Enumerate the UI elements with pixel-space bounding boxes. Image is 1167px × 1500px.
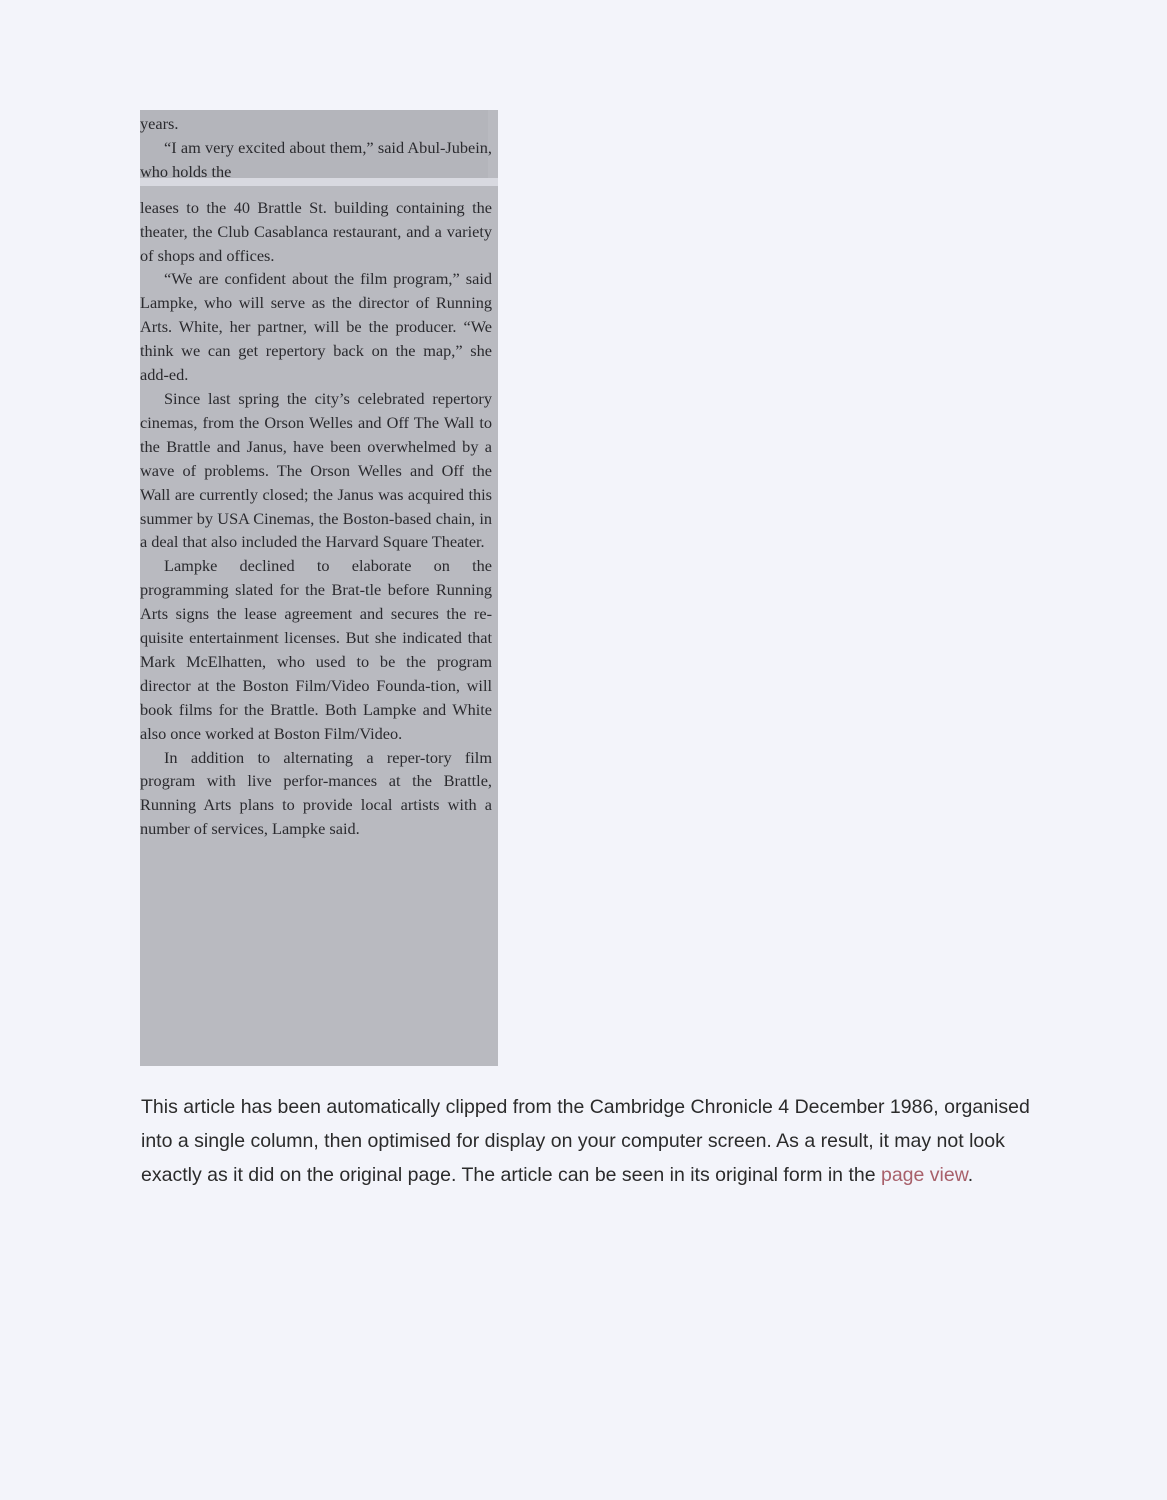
article-paragraph: Lampke declined to elaborate on the programming slated for the Brat-tle before Running Arts signs the lease agreement and secures the re-quisite entertainment licenses. But she indicated that Mark McElhatten, who used to be the program director at the Boston Film/Video Founda-tion, will book films for the Brattle. Both Lampke and White also once worked at Boston Film/Video. — [140, 556, 492, 743]
article-paragraph: Since last spring the city’s celebrated repertory cinemas, from the Orson Welles and Off The Wall to the Brattle and Janus, have been overwhelmed by a wave of problems. The Orson Welles and Off the Wall are currently closed; the Janus was acquired this summer by USA Cinemas, the Boston-based chain, in a deal that also included the Harvard Square Theater. — [140, 388, 492, 552]
article-text — [140, 112, 492, 841]
notice-text: This article has been automatically clipped from the Cambridge Chronicle 4 December 1986, organised into a single column, then optimised for display on your computer screen. As a result, it may not look exactly as it did on the original page. The article can be seen in its original form in the — [141, 1096, 1030, 1186]
article-paragraph: In addition to alternating a reper-tory film program with live perfor-mances at the Brattle, Running Arts plans to provide local artists with a number of services, Lampke said. — [140, 747, 492, 839]
article-paragraph: “I am very excited about them,” said Abul-Jubein, who holds the — [140, 137, 492, 181]
article-paragraph: “We are confident about the film program,” said Lampke, who will serve as the director of Running Arts. White, her partner, will be the producer. “We think we can get repertory back on the map,” she add-ed. — [140, 269, 492, 385]
notice-end: . — [967, 1164, 974, 1186]
article-paragraph: years. — [140, 114, 179, 133]
clipping-notice — [141, 1090, 1056, 1192]
article-paragraph: leases to the 40 Brattle St. building containing the theater, the Club Casablanca restaurant, and a variety of shops and offices. — [140, 197, 492, 265]
page-view-link[interactable]: page view — [880, 1164, 968, 1186]
